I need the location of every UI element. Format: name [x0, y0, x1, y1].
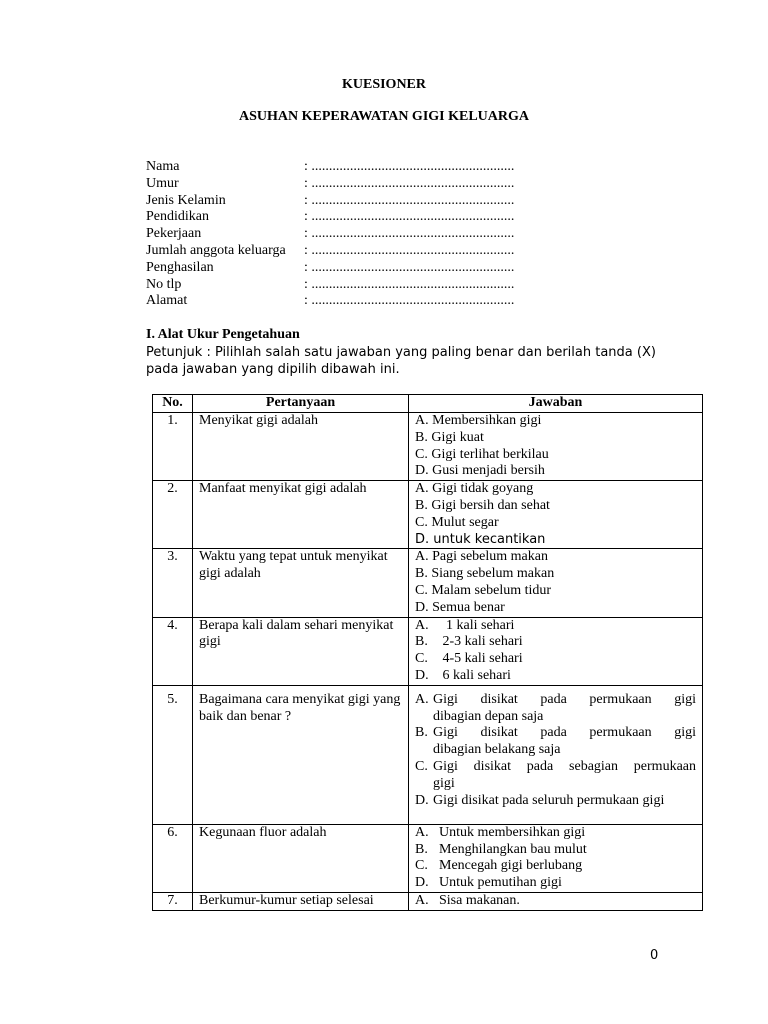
answer-option[interactable]: C. 4-5 kali sehari [415, 651, 523, 667]
identity-row [146, 226, 544, 243]
answer-option[interactable]: B. Gigi kuat [415, 429, 484, 445]
answer-option[interactable]: B. Gigi bersih dan sehat [415, 497, 550, 513]
answer-option[interactable]: A. Membersihkan gigi [415, 413, 542, 428]
header-answer: Jawaban [409, 395, 703, 413]
answer-option[interactable]: A. Gigi tidak goyang [415, 481, 534, 497]
answer-option[interactable]: D. Gusi menjadi bersih [415, 463, 545, 479]
question-number: 4. [153, 617, 193, 685]
question-text: Kegunaan fluor adalah [193, 824, 409, 892]
answer-option[interactable]: A. 1 kali sehari [415, 617, 515, 633]
table-row [153, 617, 703, 685]
answer-option[interactable]: D. Gigi disikat pada seluruh permukaan gigi [415, 792, 665, 808]
answer-option[interactable]: A. Pagi sebelum makan [415, 549, 548, 565]
answer-option-continued: dibagian belakang saja [433, 742, 561, 758]
question-number: 7. [153, 892, 193, 910]
answer-option[interactable]: D. Semua benar [415, 599, 505, 615]
question-text: Waktu yang tepat untuk menyikat gigi adalah [193, 549, 409, 617]
answer-option[interactable]: B. 2-3 kali sehari [415, 634, 523, 650]
answer-option[interactable]: B. Gigi disikat pada permukaan gigi [415, 725, 696, 741]
question-number: 3. [153, 549, 193, 617]
document-subtitle: ASUHAN KEPERAWATAN GIGI KELUARGA [238, 109, 529, 124]
section-title: I. Alat Ukur Pengetahuan [146, 327, 300, 342]
answer-option[interactable]: C. Gigi terlihat berkilau [415, 446, 549, 462]
identity-fill[interactable]: : .......................................................... [304, 276, 515, 292]
identity-label: Nama [146, 159, 180, 174]
question-text: Menyikat gigi adalah [193, 413, 409, 481]
identity-row [146, 277, 544, 294]
identity-label: Jumlah anggota keluarga [146, 242, 286, 258]
question-number: 2. [153, 481, 193, 549]
questionnaire-table [152, 394, 703, 911]
header-question: Pertanyaan [193, 395, 409, 413]
answer-option-continued: gigi [433, 775, 455, 791]
table-row [153, 413, 703, 481]
answer-options [409, 892, 703, 910]
identity-label: No tlp [146, 276, 182, 292]
identity-fill[interactable]: : .......................................................... [304, 242, 515, 258]
header-no: No. [153, 395, 193, 413]
answer-options [409, 685, 703, 824]
identity-label: Pendidikan [146, 209, 209, 225]
table-row [153, 824, 703, 892]
answer-option-continued: dibagian depan saja [433, 708, 544, 724]
identity-row [146, 243, 544, 260]
answer-option[interactable]: C. Mencegah gigi berlubang [415, 858, 583, 874]
answer-option[interactable]: C. Malam sebelum tidur [415, 582, 552, 598]
answer-option[interactable]: D. 6 kali sehari [415, 667, 511, 683]
document-title: KUESIONER [341, 77, 427, 92]
identity-fill[interactable]: : .......................................................... [304, 259, 515, 275]
page-number: 0 [650, 948, 659, 963]
answer-options [409, 413, 703, 481]
identity-label: Umur [146, 175, 179, 191]
identity-label: Pekerjaan [146, 226, 202, 242]
answer-option[interactable]: C. Mulut segar [415, 514, 499, 530]
question-number: 6. [153, 824, 193, 892]
identity-row [146, 159, 544, 176]
answer-options [409, 481, 703, 549]
instruction-line: Petunjuk : Pilihlah salah satu jawaban yang paling benar dan berilah tanda (X) [146, 345, 656, 360]
instruction-text [146, 344, 666, 378]
identity-fill[interactable]: : .......................................................... [304, 293, 515, 309]
identity-row [146, 260, 544, 277]
identity-row [146, 209, 544, 226]
table-header-row [153, 395, 703, 413]
answer-option[interactable]: C. Gigi disikat pada sebagian permukaan [415, 758, 696, 774]
identity-fill[interactable]: : .......................................................... [304, 159, 515, 174]
identity-label: Penghasilan [146, 259, 214, 275]
question-number: 5. [153, 685, 193, 824]
table-row [153, 685, 703, 824]
identity-fill[interactable]: : .......................................................... [304, 192, 515, 208]
answer-option[interactable]: A. Sisa makanan. [415, 892, 520, 908]
identity-fill[interactable]: : .......................................................... [304, 209, 515, 225]
question-text: Berkumur-kumur setiap selesai [193, 892, 409, 910]
identity-row [146, 193, 544, 210]
answer-option[interactable]: D. untuk kecantikan [415, 531, 546, 547]
identity-form [146, 159, 544, 310]
identity-row [146, 293, 544, 310]
question-text: Manfaat menyikat gigi adalah [193, 481, 409, 549]
identity-fill[interactable]: : .......................................................... [304, 175, 515, 191]
answer-option[interactable]: A. Gigi disikat pada permukaan gigi [415, 691, 696, 707]
identity-label: Jenis Kelamin [146, 192, 226, 208]
table-row [153, 549, 703, 617]
identity-row [146, 176, 544, 193]
table-row [153, 481, 703, 549]
identity-label: Alamat [146, 293, 188, 309]
answer-options [409, 824, 703, 892]
identity-fill[interactable]: : .......................................................... [304, 226, 515, 242]
answer-options [409, 549, 703, 617]
answer-option[interactable]: B. Menghilangkan bau mulut [415, 841, 587, 857]
question-number: 1. [153, 413, 193, 481]
answer-option[interactable]: B. Siang sebelum makan [415, 566, 555, 582]
answer-option[interactable]: D. Untuk pemutihan gigi [415, 875, 562, 891]
question-text: Bagaimana cara menyikat gigi yang baik dan benar ? [193, 685, 409, 824]
answer-option[interactable]: A. Untuk membersihkan gigi [415, 824, 586, 840]
instruction-line: pada jawaban yang dipilih dibawah ini. [146, 362, 400, 377]
answer-options [409, 617, 703, 685]
table-row [153, 892, 703, 910]
question-text: Berapa kali dalam sehari menyikat gigi [193, 617, 409, 685]
